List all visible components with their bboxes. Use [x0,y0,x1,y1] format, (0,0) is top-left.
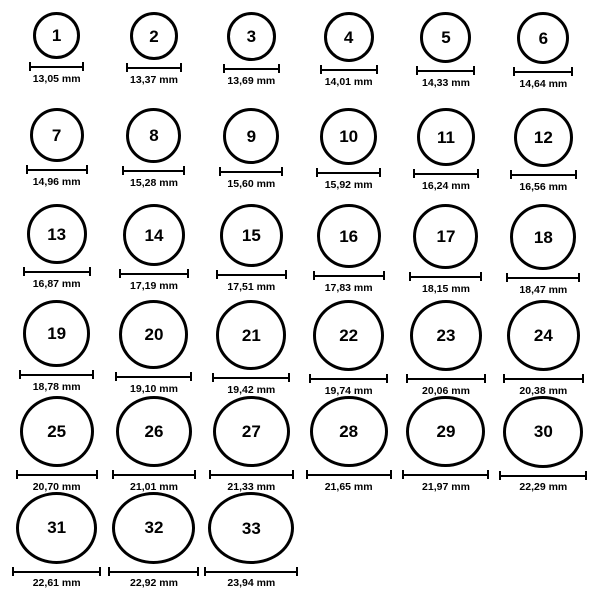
ring-cell [203,492,300,588]
measure-line [316,172,381,174]
measure-tick-left [306,470,308,479]
ring-size-label: 33 [241,518,261,538]
ring-diameter-label: 21,65 mm [324,480,373,493]
ring-diameter-label: 17,83 mm [324,282,373,294]
ring-diameter-label: 14,33 mm [422,77,470,89]
measure-tick-right [292,470,294,479]
measure-bar [499,471,587,479]
measure-tick-right [86,165,88,174]
ring-cell [300,204,397,300]
measure-tick-left [413,169,415,178]
ring-diameter-label: 18,15 mm [422,283,470,295]
measure-tick-right [89,267,91,276]
measure-bar [122,166,185,175]
ring-diameter-label: 15,28 mm [130,177,178,189]
measure-bar [506,273,580,282]
measure-tick-right [197,567,199,576]
measure-tick-right [480,272,482,281]
ring-circle [223,108,279,164]
ring-diameter-label: 19,74 mm [324,384,373,397]
ring-size-label: 13 [47,224,67,244]
ring-size-label: 4 [343,27,354,47]
ring-size-label: 22 [339,325,359,345]
measure-bar [409,272,482,281]
measure-tick-left [126,63,128,72]
ring-diameter-label: 22,61 mm [32,576,81,589]
measure-tick-left [409,272,411,281]
ring-cell [8,396,105,492]
ring-size-label: 15 [241,226,261,245]
measure-tick-left [115,372,117,381]
ring-diameter-label: 14,64 mm [519,78,568,90]
measure-line [306,474,392,476]
measure-tick-right [99,567,101,576]
measure-line [499,475,587,477]
ring-circle [227,12,276,61]
measure-tick-right [288,373,290,382]
ring-circle [514,108,573,167]
measure-tick-right [575,170,577,179]
measure-tick-right [390,470,392,479]
measure-tick-right [376,65,378,74]
ring-diameter-label: 23,94 mm [227,576,276,589]
ring-cell [105,108,202,204]
measure-tick-left [16,470,18,479]
measure-line [413,173,479,175]
measure-bar [119,269,189,278]
ring-diameter-label: 21,01 mm [130,480,178,493]
ring-cell [495,12,592,108]
measure-tick-left [416,66,418,75]
measure-bar [223,64,280,73]
measure-tick-right [379,168,381,177]
measure-bar [510,170,577,179]
ring-circle [503,396,583,468]
ring-size-label: 31 [47,518,67,538]
measure-tick-left [499,471,501,480]
ring-cell [8,300,105,396]
ring-cell [8,108,105,204]
ring-cell [300,396,397,492]
ring-cell [203,396,300,492]
ring-cell [397,204,494,300]
measure-line [112,474,196,476]
measure-line [204,571,298,573]
measure-line [320,69,378,71]
measure-bar [212,373,290,382]
measure-tick-left [316,168,318,177]
measure-bar [204,567,298,574]
ring-circle [310,396,388,467]
ring-cell [203,108,300,204]
measure-line [513,71,573,73]
measure-line [223,68,280,70]
measure-line [309,378,388,380]
measure-bar [115,372,192,381]
measure-line [122,170,185,172]
measure-tick-right [473,66,475,75]
measure-tick-right [278,64,280,73]
measure-tick-left [108,567,110,576]
measure-bar [402,470,489,478]
ring-size-label: 25 [47,421,67,441]
ring-cell [105,300,202,396]
measure-bar [416,66,475,75]
measure-tick-right [296,567,298,576]
measure-tick-right [183,166,185,175]
ring-circle [413,204,478,269]
measure-bar [320,65,378,74]
measure-line [416,70,475,72]
measure-tick-left [209,470,211,479]
ring-circle [33,12,80,59]
ring-cell [203,300,300,396]
ring-diameter-label: 21,97 mm [422,480,470,493]
ring-circle [324,12,374,62]
ring-diameter-label: 21,33 mm [227,480,276,493]
measure-line [126,67,182,69]
measure-bar [406,374,486,383]
ring-size-label: 14 [144,225,164,245]
ring-diameter-label: 19,10 mm [130,383,178,395]
measure-tick-left [219,167,221,176]
measure-line [16,474,98,476]
measure-tick-right [190,372,192,381]
ring-size-label: 11 [436,127,455,147]
measure-tick-left [216,270,218,279]
ring-cell [203,204,300,300]
ring-circle [510,204,576,270]
measure-bar [413,169,479,178]
measure-bar [306,470,392,478]
measure-tick-right [582,374,584,383]
measure-tick-left [26,165,28,174]
ring-diameter-label: 15,92 mm [324,179,373,191]
ring-diameter-label: 22,92 mm [130,576,178,589]
measure-line [23,271,91,273]
ring-size-label: 12 [533,128,553,147]
measure-tick-left [112,470,114,479]
measure-bar [19,370,94,379]
ring-size-label: 5 [441,28,451,47]
measure-bar [513,67,573,76]
measure-line [12,571,101,573]
ring-diameter-label: 20,38 mm [519,384,568,397]
measure-tick-left [510,170,512,179]
ring-diameter-label: 13,05 mm [32,73,81,85]
measure-line [506,277,580,279]
measure-tick-left [313,271,315,280]
ring-circle [320,108,377,165]
ring-cell [397,300,494,396]
ring-cell [397,12,494,108]
ring-circle [27,204,87,264]
ring-circle [420,12,471,63]
measure-bar [209,470,294,478]
ring-cell [495,300,592,396]
ring-diameter-label: 16,87 mm [32,278,81,290]
measure-line [119,273,189,275]
ring-circle [119,300,188,369]
ring-circle [123,204,185,266]
ring-circle [208,492,294,564]
ring-diameter-label: 18,78 mm [32,381,81,393]
ring-size-label: 30 [533,422,553,442]
ring-circle [313,300,384,371]
ring-diameter-label: 15,60 mm [227,178,276,190]
measure-line [212,377,290,379]
ring-circle [16,492,97,564]
ring-diameter-label: 20,06 mm [422,384,470,397]
measure-bar [16,470,98,479]
measure-line [406,378,486,380]
ring-size-label: 10 [339,127,359,146]
ring-circle [30,108,84,162]
ring-circle [220,204,283,267]
ring-grid [8,12,592,588]
ring-size-label: 1 [51,26,62,45]
measure-line [19,374,94,376]
ring-cell [300,108,397,204]
measure-line [29,66,84,68]
measure-bar [26,165,88,174]
ring-size-label: 3 [246,27,257,46]
measure-tick-left [212,373,214,382]
ring-diameter-label: 20,70 mm [32,480,81,493]
measure-tick-right [281,167,283,176]
measure-bar [29,62,84,71]
measure-line [26,169,88,171]
measure-line [510,174,577,176]
ring-circle [507,300,580,371]
ring-cell [397,108,494,204]
measure-tick-left [406,374,408,383]
ring-size-label: 24 [533,325,553,345]
measure-tick-right [484,374,486,383]
measure-tick-left [19,370,21,379]
measure-line [216,274,287,276]
measure-bar [313,271,385,280]
ring-cell [8,492,105,588]
ring-cell [495,204,592,300]
ring-circle [517,12,569,64]
ring-diameter-label: 16,56 mm [519,181,568,193]
measure-tick-left [223,64,225,73]
measure-tick-left [29,62,31,71]
ring-size-label: 23 [436,325,456,345]
ring-circle [317,204,381,268]
ring-size-label: 9 [246,126,257,146]
ring-diameter-label: 14,01 mm [324,76,373,88]
ring-size-label: 21 [241,325,261,345]
measure-line [115,376,192,378]
ring-cell [203,12,300,108]
ring-cell [300,12,397,108]
ring-circle [410,300,482,371]
measure-tick-left [513,67,515,76]
ring-size-label: 19 [47,324,67,343]
ring-circle [126,108,181,163]
ring-circle [417,108,475,166]
ring-diameter-label: 14,96 mm [32,176,81,188]
measure-bar [219,167,283,176]
measure-line [209,474,294,476]
ring-diameter-label: 16,24 mm [422,180,470,192]
measure-line [108,571,199,573]
ring-size-label: 6 [538,28,549,48]
ring-circle [20,396,94,467]
ring-diameter-label: 13,37 mm [130,74,178,86]
ring-size-label: 16 [339,226,359,246]
measure-tick-left [122,166,124,175]
measure-tick-right [194,470,196,479]
measure-tick-left [309,374,311,383]
ring-cell [397,396,494,492]
measure-tick-right [187,269,189,278]
ring-cell [495,396,592,492]
measure-tick-left [503,374,505,383]
ring-circle [130,12,178,60]
measure-tick-right [285,270,287,279]
ring-circle [213,396,290,467]
ring-size-label: 2 [149,26,159,46]
measure-tick-right [571,67,573,76]
measure-bar [112,470,196,478]
measure-bar [23,267,91,276]
ring-diameter-label: 13,69 mm [227,75,276,87]
ring-circle [116,396,192,467]
ring-cell [105,204,202,300]
ring-cell [495,108,592,204]
ring-size-label: 28 [339,422,359,442]
measure-tick-right [487,470,489,479]
ring-diameter-label: 17,51 mm [227,281,276,293]
measure-bar [503,374,584,383]
ring-diameter-label: 22,29 mm [519,480,568,493]
ring-size-label: 26 [144,422,164,442]
ring-diameter-label: 18,47 mm [519,284,568,296]
measure-bar [126,63,182,72]
ring-circle [216,300,286,370]
ring-diameter-label: 17,19 mm [130,280,178,292]
measure-tick-right [82,62,84,71]
measure-tick-right [180,63,182,72]
measure-tick-left [506,273,508,282]
ring-size-label: 27 [241,422,261,442]
measure-tick-right [386,374,388,383]
measure-tick-right [383,271,385,280]
measure-line [503,378,584,380]
measure-tick-right [92,370,94,379]
ring-circle [23,300,90,367]
measure-tick-right [96,470,98,479]
ring-cell [105,396,202,492]
measure-tick-left [204,567,206,576]
ring-size-label: 29 [436,422,456,442]
ring-circle [406,396,485,467]
ring-size-label: 17 [436,227,456,246]
measure-bar [108,567,199,575]
ring-cell [8,12,105,108]
measure-tick-left [12,567,14,576]
ring-cell [300,300,397,396]
measure-tick-right [585,471,587,480]
ring-cell [105,12,202,108]
measure-line [219,171,283,173]
ring-cell [8,204,105,300]
ring-cell [105,492,202,588]
measure-line [402,474,489,476]
ring-size-label: 32 [144,518,164,538]
ring-circle [112,492,195,564]
ring-size-label: 7 [51,125,62,145]
measure-tick-right [578,273,580,282]
ring-size-label: 20 [144,325,164,344]
measure-tick-right [477,169,479,178]
measure-bar [216,270,287,279]
measure-tick-left [402,470,404,479]
measure-bar [12,567,101,575]
measure-tick-left [320,65,322,74]
measure-line [313,275,385,277]
measure-line [409,276,482,278]
ring-size-label: 8 [149,126,159,145]
measure-bar [316,168,381,177]
measure-tick-left [119,269,121,278]
measure-tick-left [23,267,25,276]
ring-diameter-label: 19,42 mm [227,384,276,396]
ring-size-label: 18 [533,227,553,247]
measure-bar [309,374,388,383]
